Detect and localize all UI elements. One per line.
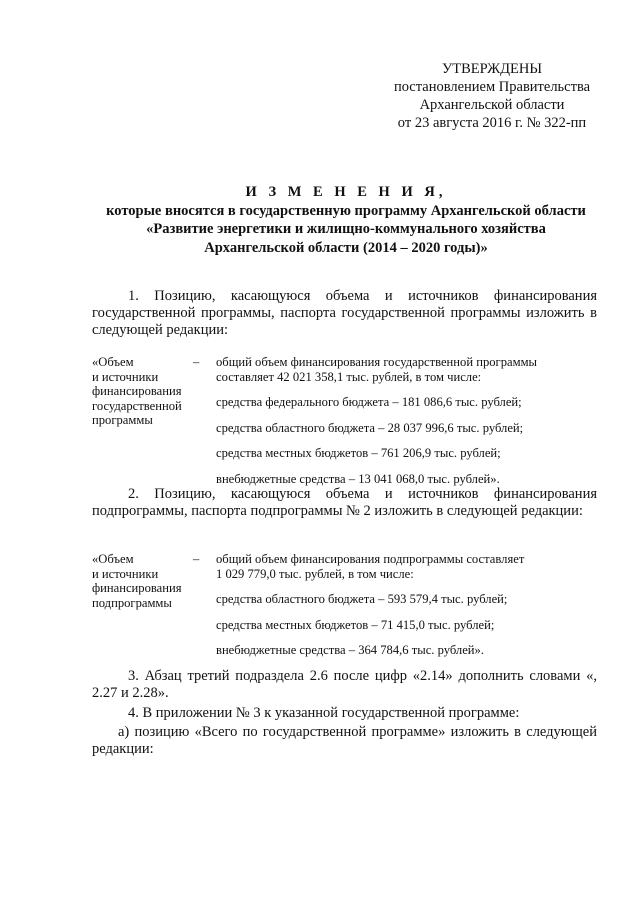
funding-total-line: 1 029 779,0 тыс. рублей, в том числе: [216,566,414,581]
approval-title: УТВЕРЖДЕНЫ [441,61,543,77]
funding-source-federal: средства федерального бюджета – 181 086,6 тыс. рублей; [216,395,522,409]
label-line: «Объем [92,355,134,369]
funding-source-local: средства местных бюджетов – 761 206,9 тыс. рублей; [216,446,501,460]
funding-total-line: общий объем финансирования государственной программы [216,355,538,369]
label-line: и источники [92,566,159,581]
item-1-text: 1. Позицию, касающуюся объема и источников финансирования государственной программы, паспорта государственной программы изложить в следующей редакции: [92,288,597,338]
funding-total-line: общий объем финансирования подпрограммы составляет [216,552,525,566]
label-line: финансирования [92,384,182,398]
subprogram-funding-block [92,552,602,657]
funding-source-regional: средства областного бюджета – 28 037 996,6 тыс. рублей; [216,420,524,435]
item-4a-text: а) позицию «Всего по государственной программе» изложить в следующей редакции: [92,724,597,757]
subprogram-funding-values [216,552,606,658]
label-line: государственной [92,398,182,413]
funding-source-regional: средства областного бюджета – 593 579,4 тыс. рублей; [216,592,508,606]
approval-line: Архангельской области [419,97,565,113]
label-line: «Объем [92,552,134,566]
funding-source-local: средства местных бюджетов – 71 415,0 тыс. рублей; [216,617,495,632]
item-4a-paragraph [92,724,597,758]
label-line: финансирования [92,581,182,595]
item-4-paragraph [92,705,597,722]
item-3-text: 3. Абзац третий подраздела 2.6 после цифр «2.14» дополнить словами «, 2.27 и 2.28». [92,668,597,701]
label-line: подпрограммы [92,595,172,610]
document-heading [80,183,612,257]
item-1-paragraph [92,288,597,339]
label-dash: – [193,552,200,566]
funding-source-extrabudgetary: внебюджетные средства – 13 041 068,0 тыс. рублей». [216,471,500,486]
item-3-paragraph [92,668,597,702]
heading-title: И З М Е Н Е Н И Я, [245,184,447,200]
program-funding-block [92,355,602,486]
heading-line: Архангельской области (2014 – 2020 годы)» [204,239,488,256]
item-2-paragraph [92,486,597,520]
label-line: и источники [92,369,159,384]
funding-total-line: составляет 42 021 358,1 тыс. рублей, в том числе: [216,369,482,384]
label-line: программы [92,413,153,427]
approval-date: от 23 августа 2016 г. № 322-пп [397,115,587,131]
label-dash: – [193,355,200,369]
item-4-text: 4. В приложении № 3 к указанной государственной программе: [128,705,520,721]
item-2-text: 2. Позицию, касающуюся объема и источников финансирования подпрограммы, паспорта подпрограммы № 2 изложить в следующей редакции: [92,486,597,519]
approval-line: постановлением Правительства [393,79,591,95]
heading-line: которые вносятся в государственную программу Архангельской области [106,202,586,219]
subprogram-funding-label [92,552,187,610]
program-funding-values [216,355,606,486]
heading-line: «Развитие энергетики и жилищно-коммунального хозяйства [146,221,546,237]
program-funding-label [92,355,187,428]
funding-source-extrabudgetary: внебюджетные средства – 364 784,6 тыс. рублей». [216,643,484,657]
approval-stamp [372,60,612,132]
